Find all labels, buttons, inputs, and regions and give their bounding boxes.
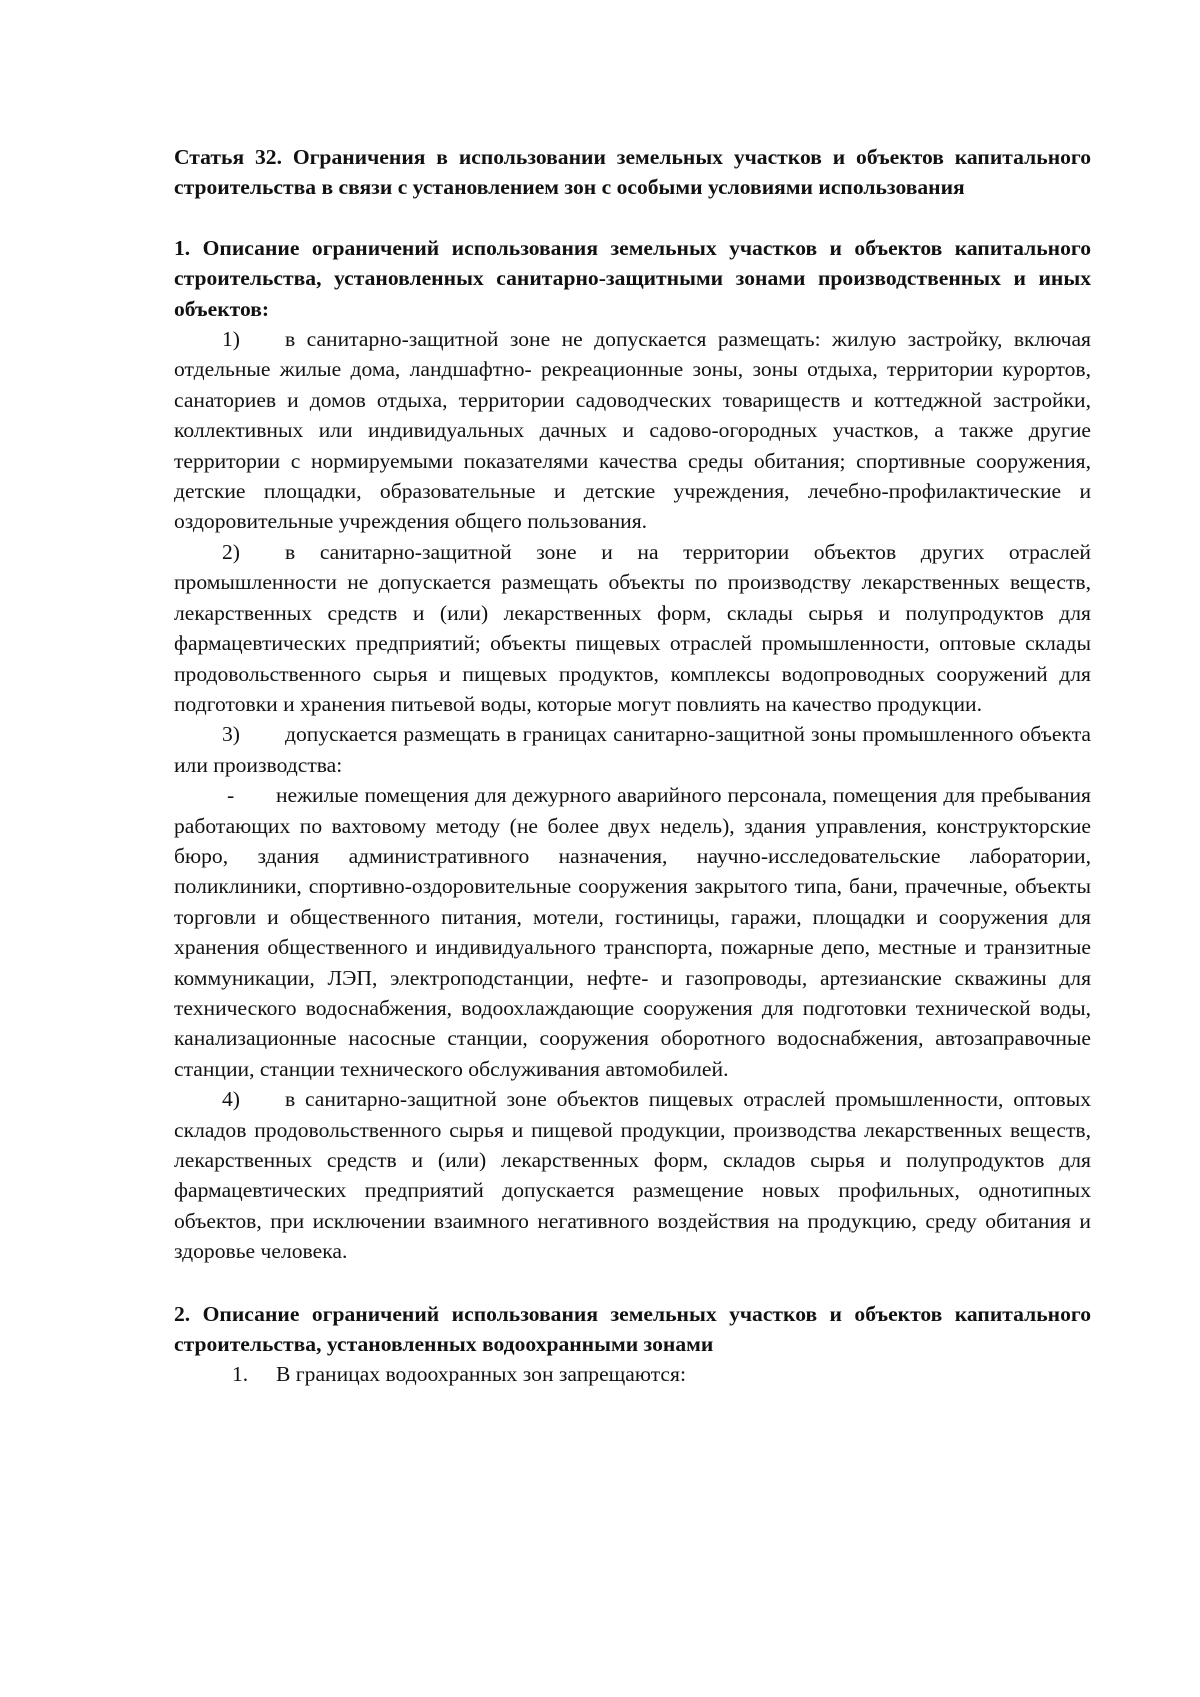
item-text: В границах водоохранных зон запрещаются: bbox=[276, 1362, 686, 1387]
item-text: в санитарно-защитной зоне не допускается размещать: жилую застройку, включая отдельные жилые дома, ландшафтно- рекреационные зоны, зоны отдыха, территории курортов, санаториев и домов отдыха, территории садоводческих товариществ и коттеджной застройки, коллективных или индивидуальных дачных и садово-огородных участков, а также другие территории с нормируемыми показателями качества среды обитания; спортивные сооружения, детские площадки, образовательные и детские учреждения, лечебно-профилактические и оздоровительные учреждения общего пользования. bbox=[174, 327, 1091, 534]
item-number: 3) bbox=[222, 722, 240, 747]
section-1-item-3 bbox=[174, 719, 1091, 780]
item-number: 2) bbox=[222, 539, 240, 564]
item-number: 1. bbox=[232, 1362, 249, 1387]
item-number: 1) bbox=[222, 327, 240, 352]
item-text: допускается размещать в границах санитарно-защитной зоны промышленного объекта или производства: bbox=[174, 722, 1091, 777]
document-page bbox=[174, 142, 1091, 1390]
item-number: 4) bbox=[222, 1087, 240, 1112]
section-2-title: 2. Описание ограничений использования земельных участков и объектов капитального строительства, установленных водоохранными зонами bbox=[174, 1301, 1091, 1357]
section-1-item-1 bbox=[174, 324, 1091, 537]
dash-marker: - bbox=[227, 783, 235, 808]
article-title: Статья 32. Ограничения в использовании земельных участков и объектов капитального строительства в связи с установлением зон с особыми условиями использования bbox=[174, 145, 1091, 200]
section-1-title: 1. Описание ограничений использования земельных участков и объектов капитального строительства, установленных санитарно-защитными зонами производственных и иных объектов: bbox=[174, 235, 1091, 321]
section-2-item-1 bbox=[174, 1359, 1091, 1389]
item-text: в санитарно-защитной зоне объектов пищевых отраслей промышленности, оптовых складов продовольственного сырья и пищевой продукции, производства лекарственных веществ, лекарственных средств и (или) лекарственных форм, складов сырья и полупродуктов для фармацевтических предприятий допускается размещение новых профильных, однотипных объектов, при исключении взаимного негативного воздействия на продукцию, среду обитания и здоровье человека. bbox=[174, 1087, 1091, 1264]
section-1-item-4 bbox=[174, 1084, 1091, 1266]
section-1-item-2 bbox=[174, 537, 1091, 719]
section-1-item-3-dash bbox=[174, 780, 1091, 1084]
item-text: в санитарно-защитной зоне и на территории объектов других отраслей промышленности не допускается размещать объекты по производству лекарственных веществ, лекарственных средств и (или) лекарственных форм, склады сырья и полупродуктов для фармацевтических предприятий; объекты пищевых отраслей промышленности, оптовые склады продовольственного сырья и пищевых продуктов, комплексы водопроводных сооружений для подготовки и хранения питьевой воды, которые могут повлиять на качество продукции. bbox=[174, 539, 1091, 716]
item-text: нежилые помещения для дежурного аварийного персонала, помещения для пребывания работающих по вахтовому методу (не более двух недель), здания управления, конструкторские бюро, здания административного назначения, научно-исследовательские лаборатории, поликлиники, спортивно-оздоровительные сооружения закрытого типа, бани, прачечные, объекты торговли и общественного питания, мотели, гостиницы, гаражи, площадки и сооружения для хранения общественного и индивидуального транспорта, пожарные депо, местные и транзитные коммуникации, ЛЭП, электроподстанции, нефте- и газопроводы, артезианские скважины для технического водоснабжения, водоохлаждающие сооружения для подготовки технической воды, канализационные насосные станции, сооружения оборотного водоснабжения, автозаправочные станции, станции технического обслуживания автомобилей. bbox=[174, 783, 1091, 1081]
